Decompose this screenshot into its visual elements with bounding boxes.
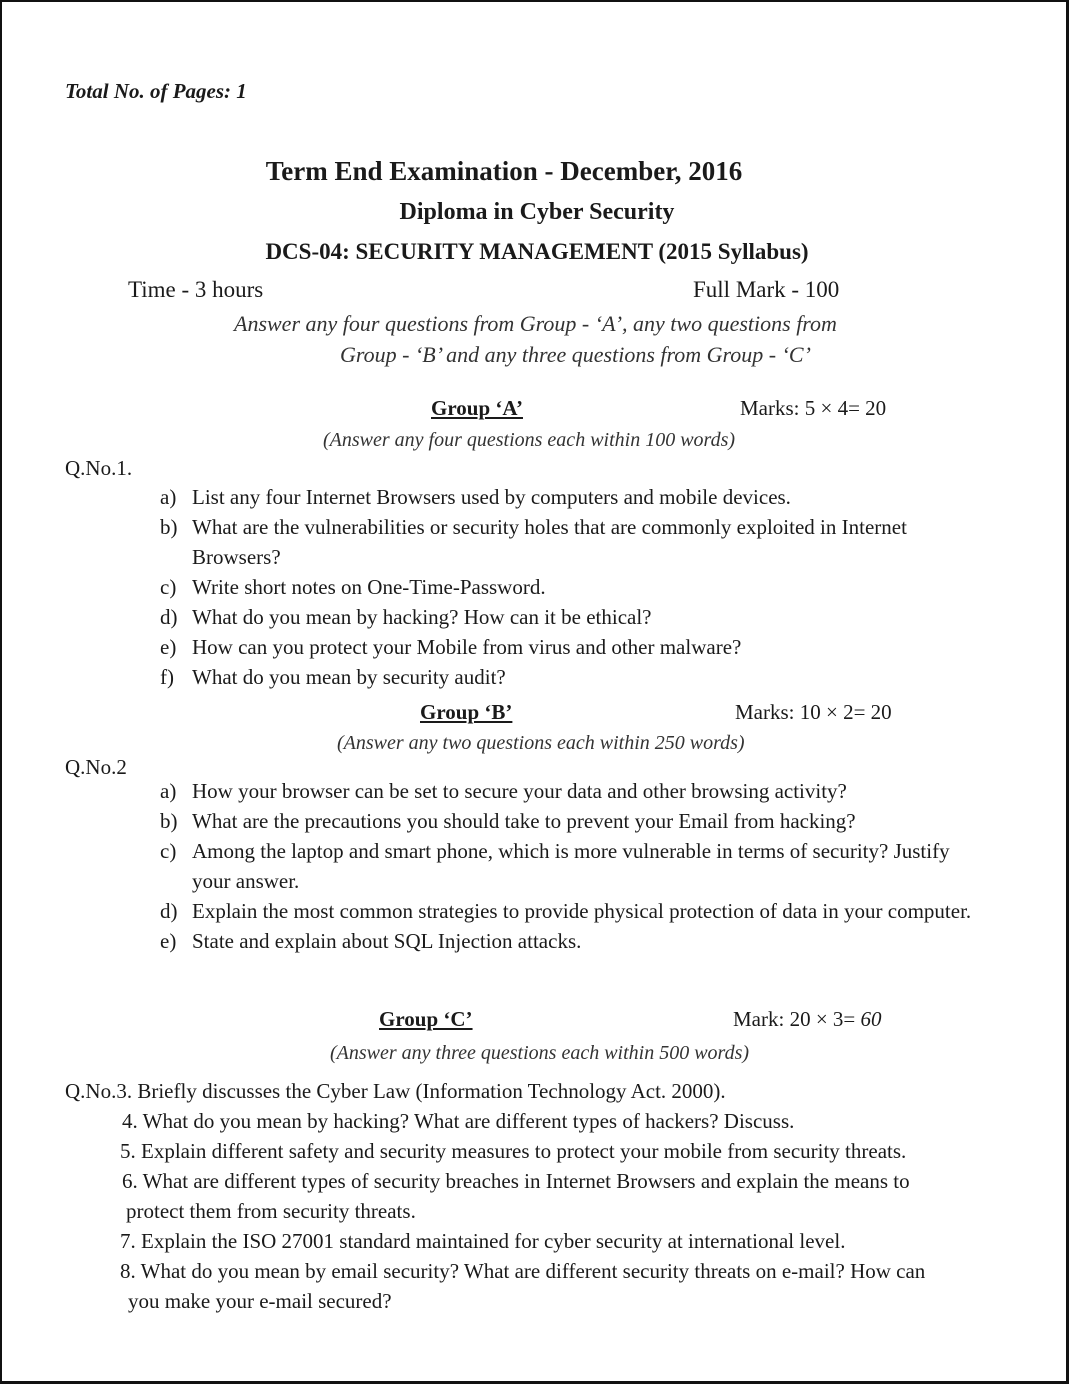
group-c-subtitle: (Answer any three questions each within 500 words)	[330, 1042, 750, 1064]
group-b-marks: Marks: 10 × 2= 20	[735, 700, 892, 724]
exam-title: Term End Examination - December, 2016	[265, 156, 743, 186]
item-label: b)	[160, 809, 178, 833]
list-item	[160, 632, 982, 662]
item-text: How can you protect your Mobile from virus and other malware?	[192, 635, 742, 659]
list-item	[160, 512, 982, 572]
group-c-marks	[733, 1007, 882, 1032]
item-label: e)	[160, 635, 177, 659]
item-text: Explain the most common strategies to provide physical protection of data in your computer.	[192, 899, 972, 923]
question-4: 4. What do you mean by hacking? What are different types of hackers? Discuss.	[122, 1109, 795, 1133]
item-label: a)	[160, 485, 177, 509]
item-text: List any four Internet Browsers used by computers and mobile devices.	[192, 485, 791, 509]
question-5: 5. Explain different safety and security measures to protect your mobile from security threats.	[120, 1139, 907, 1163]
group-c-heading: Group ‘C’	[379, 1007, 473, 1031]
group-a-heading: Group ‘A’	[431, 396, 523, 420]
list-item	[160, 806, 982, 836]
group-a-subtitle: (Answer any four questions each within 100 words)	[323, 429, 736, 451]
total-pages: Total No. of Pages: 1	[65, 79, 247, 103]
question-6-line-2: protect them from security threats.	[126, 1199, 416, 1223]
item-text: What are the precautions you should take to prevent your Email from hacking?	[192, 809, 856, 833]
group-c-marks-prefix: Mark: 20 × 3=	[733, 1007, 861, 1031]
item-label: f)	[160, 665, 174, 689]
item-text: How your browser can be set to secure your data and other browsing activity?	[192, 779, 847, 803]
course-title: DCS-04: SECURITY MANAGEMENT (2015 Syllabus)	[265, 239, 809, 264]
list-item	[160, 776, 982, 806]
question-6-line-1: 6. What are different types of security breaches in Internet Browsers and explain the means to	[122, 1169, 910, 1193]
question-1-number: Q.No.1.	[65, 456, 133, 480]
program-name: Diploma in Cyber Security	[399, 199, 675, 225]
group-c-marks-total: 60	[860, 1007, 882, 1031]
group-b-question-list	[160, 776, 982, 956]
instructions-line-1: Answer any four questions from Group - ‘A’, any two questions from	[234, 311, 837, 336]
item-label: b)	[160, 515, 178, 539]
group-b-subtitle: (Answer any two questions each within 250 words)	[337, 732, 745, 754]
question-8-line-2: you make your e-mail secured?	[128, 1289, 392, 1313]
list-item	[160, 896, 982, 926]
question-2-number: Q.No.2	[65, 755, 127, 779]
list-item	[160, 482, 982, 512]
item-text: What do you mean by security audit?	[192, 665, 506, 689]
item-text: State and explain about SQL Injection attacks.	[192, 929, 582, 953]
item-label: d)	[160, 605, 178, 629]
item-text: Write short notes on One-Time-Password.	[192, 575, 546, 599]
group-a-marks: Marks: 5 × 4= 20	[740, 396, 887, 420]
group-a-question-list	[160, 482, 982, 692]
item-text: What do you mean by hacking? How can it be ethical?	[192, 605, 652, 629]
item-text: What are the vulnerabilities or security holes that are commonly exploited in Internet Browsers?	[192, 515, 907, 569]
group-b-heading: Group ‘B’	[420, 700, 513, 724]
list-item	[160, 602, 982, 632]
question-7: 7. Explain the ISO 27001 standard maintained for cyber security at international level.	[120, 1229, 846, 1253]
list-item	[160, 572, 982, 602]
list-item	[160, 926, 982, 956]
item-label: d)	[160, 899, 178, 923]
item-label: c)	[160, 839, 177, 863]
question-8-line-1: 8. What do you mean by email security? What are different security threats on e-mail? How can	[120, 1259, 926, 1283]
item-label: a)	[160, 779, 177, 803]
item-label: c)	[160, 575, 177, 599]
item-text: Among the laptop and smart phone, which is more vulnerable in terms of security? Justify your answer.	[192, 839, 950, 893]
list-item	[160, 836, 982, 896]
instructions-line-2: Group - ‘B’ and any three questions from Group - ‘C’	[340, 342, 811, 367]
list-item	[160, 662, 982, 692]
item-label: e)	[160, 929, 177, 953]
exam-time: Time - 3 hours	[128, 277, 264, 302]
question-3: Q.No.3. Briefly discusses the Cyber Law (Information Technology Act. 2000).	[65, 1079, 726, 1103]
full-mark: Full Mark - 100	[693, 277, 840, 302]
